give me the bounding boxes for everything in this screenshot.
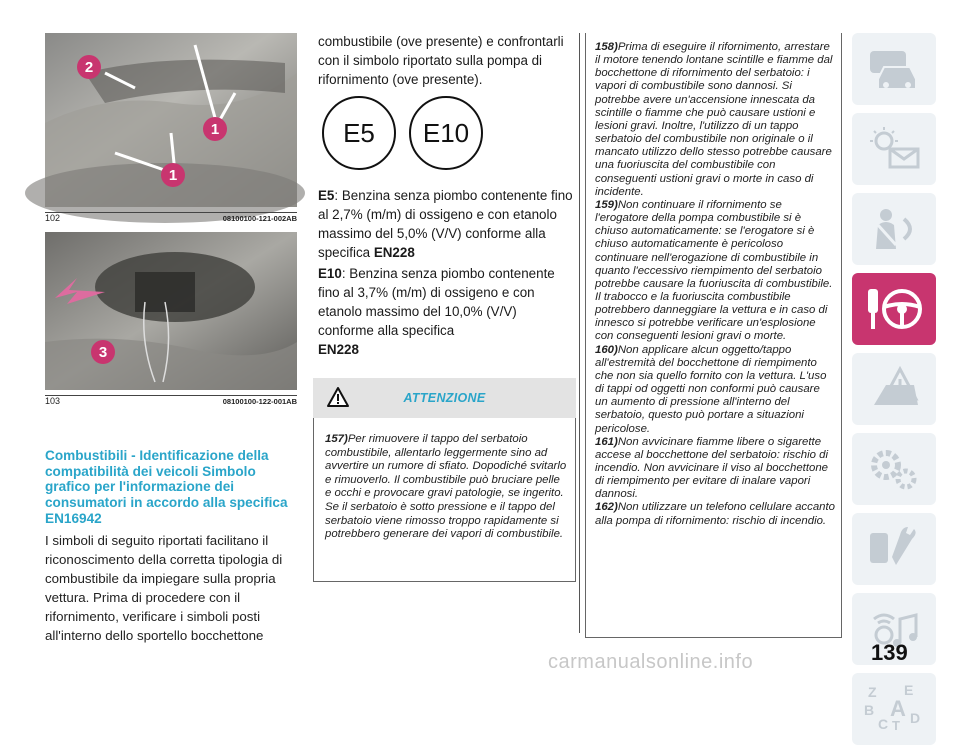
fuel-symbol-e5 [322,96,396,170]
key-steering-wheel-icon [862,283,926,335]
callout-1-upper: 1 [203,117,227,141]
note-number: 162) [595,501,618,514]
tab-technical-data[interactable] [852,513,936,585]
note-text: Non applicare alcun oggetto/tappo all'estremità del bocchettone di riempimento che non sia quello fornito con la vettura. L'uso di tappi od oggetti non conformi può causare un aumento di pressione all'interno del serbatoio, questo può portare a situazioni pericolose. [595,343,827,435]
note-text: Per rimuovere il tappo del serbatoio combustibile, allentarlo leggermente sino ad avvertire un rumore di sfiato. Dopodiché svitarlo e rimuoverlo. Il combustibile può bruciare pelle e occhi e provocare gravi patologie, se ingerito. Se il serbatoio è sotto pressione e il tappo del serbatoio viene rimosso troppo rapidamente si potrebbero generare dei vapori di combustibile. [325,433,567,541]
fuel-definition-e10 [318,264,574,359]
index-letter: Z [868,684,877,700]
callout-2: 2 [77,55,101,79]
fuel-symbol-e10 [409,96,483,170]
page-number: 139 [871,640,908,665]
warning-note [595,41,835,199]
warning-note [595,501,835,527]
warning-box [313,418,576,582]
fuel-text: : Benzina senza piombo contenente fino al 3,7% (m/m) di ossigeno e con etanolo massimo del 10,0% (V/V) conforme alla specifica [318,266,555,338]
index-letters-icon [864,684,924,734]
warning-note [325,433,567,542]
fuel-symbol-label: E5 [343,117,375,148]
note-text: Non utilizzare un telefono cellulare accanto alla pompa di rifornimento: rischio di incendio. [595,501,835,527]
index-letter: C [878,716,889,732]
warning-continued-box [585,33,842,638]
warning-header [313,378,576,418]
fuel-intro-text: combustibile (ove presente) e confrontarli con il simbolo riportato sulla pompa di rifornimento (ove presente). [318,34,564,87]
figure-number: 103 [45,396,61,406]
watermark: carmanualsonline.info [548,651,754,673]
fuel-spec: EN228 [373,245,415,260]
index-letter: D [910,710,921,726]
figure-code: 08100100-121-002AB [222,214,297,223]
fuel-label: E10 [318,266,342,281]
fuel-symbol-label: E10 [422,117,470,148]
warning-note [595,199,835,344]
figure-103-image [45,232,297,390]
fuel-label: E5 [318,188,335,203]
tab-starting-driving[interactable] [852,273,936,345]
callout-1-lower: 1 [161,163,185,187]
note-number: 158) [595,41,618,53]
figure-code: 08100100-122-001AB [222,397,297,406]
note-text: Non avvicinare fiamme libere o sigarette accese al bocchettone del serbatoio: rischio di incendio. Non avvicinare il viso al bocchettone di riempimento per evitare di inalare vapori dannosi. [595,435,829,501]
figure-102-caption [45,212,297,224]
fuel-spec: EN228 [318,342,359,357]
fuel-definition-e5 [318,186,574,262]
seatbelt-airbag-icon [864,205,924,253]
note-number: 160) [595,343,618,356]
index-letter: B [864,702,875,718]
maintenance-gears-icon [864,445,924,493]
tab-dashboard[interactable] [852,33,936,105]
index-letter: T [892,718,900,733]
tab-maintenance[interactable] [852,433,936,505]
warning-note [595,344,835,436]
tab-safety[interactable] [852,193,936,265]
index-letter: E [904,682,914,698]
column-divider [579,33,580,633]
tab-warning-lights[interactable] [852,113,936,185]
warning-title: ATTENZIONE [403,391,486,405]
warning-light-mail-icon [864,125,924,173]
car-dashboard-icon [864,45,924,93]
section-title: Combustibili - Identificazione della compatibilità dei veicoli Simbolo grafico per l'informazione dei consumatori in accordo alla specifica EN16942 [45,448,288,526]
section-body: I simboli di seguito riportati facilitano il riconoscimento della corretta tipologia di combustibile da impiegare sulla propria vettura. Prima di procedere con il rifornimento, verificare i simboli posti all'interno dello sportello bocchettone [45,533,283,643]
note-number: 159) [595,198,618,211]
warning-note [595,436,835,502]
figure-102-image [45,33,297,207]
figure-number: 102 [45,213,61,223]
note-text: Non continuare il rifornimento se l'erogatore della pompa combustibile si è chiuso automaticamente: se l'erogatore si è chiuso automaticamente è pericoloso continuare nell'erogazione di combustibile in quanto l'eccessivo riempimento del serbatoio potrebbe causare la fuoriuscita di combustibile. Il trabocco e la fuoriuscita combustibile potrebbero danneggiare la vettura e in caso di innesco si potrebbe verificare un'esplosione con conseguenti lesioni gravi o morte. [595,198,833,343]
tab-emergency[interactable] [852,353,936,425]
index-letter: A [890,696,906,721]
tab-index[interactable] [852,673,936,745]
fuel-text: : Benzina senza piombo contenente fino al 2,7% (m/m) di ossigeno e con etanolo massimo del 5,0% (V/V) conforme alla specifica [318,188,573,260]
note-number: 161) [595,435,618,448]
technical-wrench-icon [864,525,924,573]
callout-3: 3 [91,340,115,364]
figure-103-caption [45,395,297,407]
note-text: Prima di eseguire il rifornimento, arrestare il motore tenendo lontane scintille e fiamme dal bocchettone di rifornimento del serbatoio: i vapori di combustibile sono dannosi. Si potrebbe avere un'accensione innescata da scintille o fiamme che può causare ustioni e lesioni gravi. Inoltre, l'utilizzo di un tappo serbatoio del combustibile non originale o il mancato utilizzo dello stesso potrebbe causare una fuoriuscita del combustibile con conseguenti ustioni gravi o morte in caso di incidente. [595,41,833,198]
warning-triangle-icon [327,387,349,407]
roadside-warning-icon [864,365,924,413]
note-number: 157) [325,433,348,445]
